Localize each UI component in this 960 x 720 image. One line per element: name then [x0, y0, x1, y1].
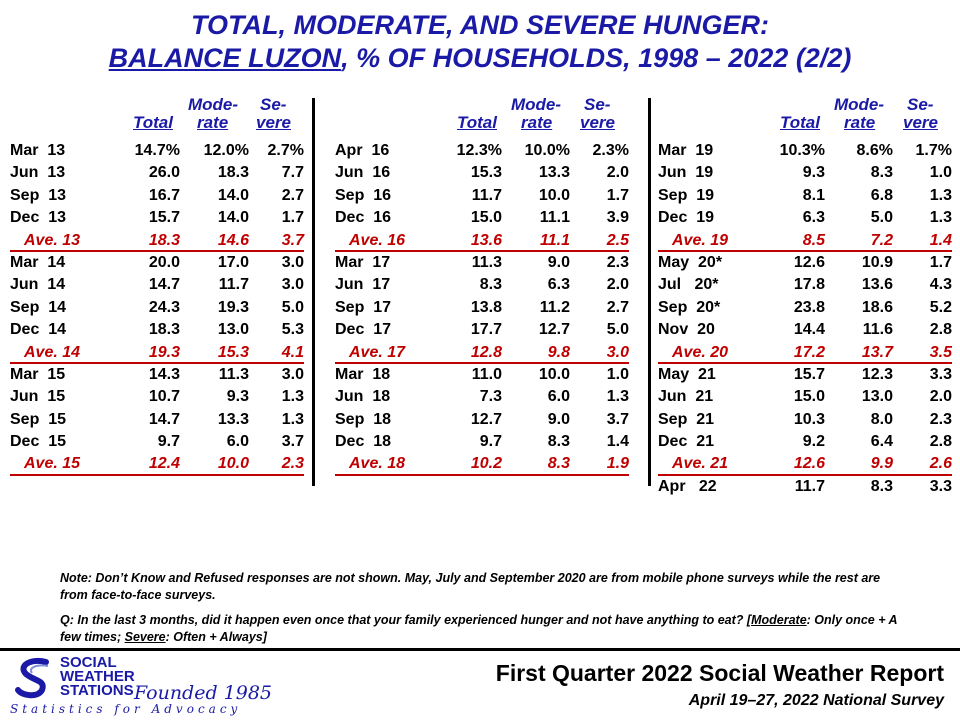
cell-severe: 2.5 [606, 231, 629, 249]
cell-moderate: 8.0 [870, 410, 893, 428]
header-total: Total [457, 113, 497, 132]
row-label: Dec 16 [335, 209, 392, 227]
header-moderate-top: Mode- [834, 95, 885, 114]
table-row [10, 185, 304, 207]
cell-moderate: 10.0 [538, 186, 570, 204]
cell-severe: 5.3 [281, 321, 304, 339]
footer-divider [0, 648, 960, 651]
row-label: Jun 16 [335, 164, 391, 182]
cell-total: 11.7 [794, 477, 825, 495]
cell-severe: 3.5 [929, 343, 952, 361]
cell-severe: 3.0 [606, 343, 629, 361]
table-row [658, 252, 952, 274]
header-severe-bottom: vere [580, 113, 615, 132]
table-row [658, 364, 952, 386]
page-title: TOTAL, MODERATE, AND SEVERE HUNGER: [190, 10, 770, 40]
cell-total: 10.3 [793, 410, 825, 428]
cell-total: 15.0 [470, 209, 502, 227]
cell-severe: 2.8 [929, 321, 952, 339]
row-label: Sep 16 [335, 186, 392, 204]
table-row [335, 252, 629, 274]
cell-total: 15.7 [793, 365, 825, 383]
row-label: Sep 20* [658, 298, 721, 316]
cell-severe: 1.7 [929, 253, 952, 271]
cell-total: 13.8 [470, 298, 502, 316]
cell-total: 15.0 [793, 388, 825, 406]
cell-moderate: 11.1 [539, 209, 570, 227]
cell-total: 10.2 [470, 455, 502, 473]
data-column-1 [10, 95, 304, 476]
cell-moderate: 13.7 [861, 343, 893, 361]
cell-total: 12.3% [456, 142, 502, 159]
row-label: Sep 14 [10, 298, 67, 316]
cell-total: 14.4 [793, 321, 825, 339]
data-rows [335, 140, 629, 476]
column-header [10, 95, 304, 132]
cell-total: 17.7 [470, 321, 502, 339]
cell-severe: 3.7 [606, 410, 629, 428]
average-row [335, 230, 629, 252]
question-text [60, 612, 910, 646]
page-subtitle [0, 43, 960, 74]
cell-moderate: 10.9 [861, 253, 893, 271]
cell-moderate: 13.0 [217, 321, 249, 339]
average-row [658, 453, 952, 475]
cell-severe: 5.0 [281, 298, 304, 316]
data-column-2 [335, 95, 629, 476]
table-row [10, 140, 304, 162]
cell-moderate: 14.0 [217, 209, 249, 227]
row-label: Ave. 14 [24, 343, 81, 361]
header-severe-top: Se- [907, 95, 934, 114]
row-label: Apr 22 [658, 477, 717, 495]
cell-moderate: 14.6 [217, 231, 249, 249]
header-moderate-top: Mode- [188, 95, 239, 114]
cell-severe: 1.7 [606, 186, 629, 204]
row-label: Jun 14 [10, 276, 66, 294]
row-label: Mar 19 [658, 142, 714, 159]
row-label: Sep 19 [658, 186, 715, 204]
cell-total: 18.3 [148, 231, 180, 249]
moderate-definition: : Only once + A few times; [60, 613, 898, 644]
table-row [10, 409, 304, 431]
table-row [335, 162, 629, 184]
cell-moderate: 15.3 [217, 343, 249, 361]
cell-total: 20.0 [148, 253, 180, 271]
cell-total: 11.3 [471, 253, 502, 271]
average-row [10, 342, 304, 364]
cell-moderate: 5.0 [870, 209, 893, 227]
table-row [335, 409, 629, 431]
cell-total: 13.6 [470, 231, 502, 249]
table-row [335, 185, 629, 207]
row-label: May 21 [658, 365, 716, 383]
cell-moderate: 9.0 [547, 410, 570, 428]
cell-severe: 3.0 [281, 276, 304, 294]
row-label: Mar 17 [335, 253, 391, 271]
table-row [335, 386, 629, 408]
cell-severe: 3.3 [929, 365, 952, 383]
cell-moderate: 9.8 [547, 343, 570, 361]
average-row [658, 230, 952, 252]
cell-total: 12.8 [470, 343, 502, 361]
cell-moderate: 8.6% [856, 142, 893, 159]
logo-social: SOCIAL [60, 654, 117, 671]
table-row [10, 274, 304, 296]
cell-severe: 1.7% [915, 142, 952, 159]
cell-total: 7.3 [479, 388, 502, 406]
data-column-3 [658, 95, 952, 498]
cell-severe: 2.3 [606, 253, 629, 271]
cell-total: 17.8 [793, 276, 825, 294]
cell-moderate: 18.6 [861, 298, 893, 316]
cell-moderate: 10.0 [217, 455, 249, 473]
table-row [335, 364, 629, 386]
row-label: Ave. 21 [672, 455, 729, 473]
table-row [335, 274, 629, 296]
cell-total: 16.7 [148, 186, 180, 204]
average-row [335, 453, 629, 475]
cell-severe: 3.7 [281, 433, 304, 451]
cell-severe: 2.6 [929, 455, 952, 473]
cell-total: 15.7 [148, 209, 180, 227]
cell-total: 8.1 [802, 186, 825, 204]
row-label: Ave. 19 [672, 231, 729, 249]
column-header [658, 95, 952, 132]
cell-total: 6.3 [802, 209, 825, 227]
row-label: Sep 17 [335, 298, 392, 316]
row-label: Ave. 17 [349, 343, 406, 361]
cell-moderate: 13.6 [861, 276, 893, 294]
table-row [10, 252, 304, 274]
cell-severe: 2.7% [267, 142, 304, 159]
column-divider [312, 98, 315, 486]
table-row [658, 274, 952, 296]
cell-moderate: 12.3 [861, 365, 893, 383]
row-label: Nov 20 [658, 321, 715, 339]
sws-swirl-icon [12, 656, 56, 700]
table-row [658, 431, 952, 453]
row-label: Sep 15 [10, 410, 67, 428]
row-label: Jun 17 [335, 276, 391, 294]
cell-total: 15.3 [470, 164, 502, 182]
cell-severe: 2.0 [929, 388, 952, 406]
row-label: Sep 13 [10, 186, 67, 204]
table-row [335, 207, 629, 229]
row-label: Ave. 13 [24, 231, 81, 249]
cell-total: 9.7 [479, 433, 502, 451]
region-name: BALANCE LUZON [108, 43, 342, 73]
cell-total: 18.3 [148, 321, 180, 339]
cell-severe: 1.0 [606, 365, 629, 383]
row-label: Mar 15 [10, 365, 66, 383]
cell-severe: 5.2 [929, 298, 952, 316]
cell-severe: 2.3% [592, 142, 629, 159]
table-row [658, 162, 952, 184]
sws-logo [6, 652, 296, 718]
cell-total: 10.7 [148, 388, 180, 406]
cell-moderate: 11.1 [540, 231, 570, 249]
cell-total: 11.0 [471, 365, 502, 383]
table-row [10, 207, 304, 229]
cell-moderate: 12.7 [538, 321, 570, 339]
cell-severe: 1.3 [929, 186, 952, 204]
logo-stations: STATIONS [60, 682, 134, 699]
cell-total: 12.6 [793, 455, 825, 473]
average-row [10, 230, 304, 252]
cell-total: 8.5 [802, 231, 825, 249]
cell-moderate: 19.3 [217, 298, 249, 316]
cell-total: 11.7 [471, 186, 502, 204]
cell-moderate: 11.7 [218, 276, 249, 294]
header-moderate-bottom: rate [844, 113, 876, 132]
header-moderate-top: Mode- [511, 95, 562, 114]
cell-total: 12.6 [793, 253, 825, 271]
logo-weather: WEATHER [60, 668, 135, 685]
table-row [335, 140, 629, 162]
cell-moderate: 14.0 [217, 186, 249, 204]
row-label: Dec 13 [10, 209, 67, 227]
cell-moderate: 10.0 [538, 365, 570, 383]
row-label: Ave. 20 [672, 343, 729, 361]
note-text: Note: Don’t Know and Refused responses are not shown. May, July and September 2020 are from mobile phone surveys while the rest are from face-to-face surveys. [60, 571, 881, 602]
header-moderate-bottom: rate [197, 113, 229, 132]
average-row [10, 453, 304, 475]
cell-severe: 4.1 [281, 343, 304, 361]
cell-severe: 3.7 [281, 231, 304, 249]
cell-total: 19.3 [148, 343, 180, 361]
cell-severe: 5.0 [606, 321, 629, 339]
average-rule [10, 474, 304, 476]
cell-severe: 1.9 [606, 455, 629, 473]
table-row [658, 297, 952, 319]
row-label: Jun 21 [658, 388, 714, 406]
cell-moderate: 8.3 [547, 433, 570, 451]
row-label: Dec 18 [335, 433, 392, 451]
table-row [658, 409, 952, 431]
data-rows [658, 140, 952, 498]
cell-severe: 2.7 [281, 186, 304, 204]
row-label: Jul 20* [658, 276, 719, 294]
cell-total: 14.7 [148, 276, 180, 294]
cell-severe: 2.3 [929, 410, 952, 428]
cell-severe: 1.0 [929, 164, 952, 182]
cell-moderate: 7.2 [870, 231, 893, 249]
cell-moderate: 6.4 [870, 433, 893, 451]
row-label: Dec 17 [335, 321, 392, 339]
row-label: Ave. 18 [349, 455, 406, 473]
cell-moderate: 9.0 [547, 253, 570, 271]
row-label: Jun 15 [10, 388, 66, 406]
cell-moderate: 11.6 [862, 321, 893, 339]
severe-term: Severe [124, 630, 166, 644]
cell-severe: 2.3 [281, 455, 304, 473]
cell-total: 17.2 [793, 343, 825, 361]
header-total: Total [133, 113, 173, 132]
subtitle-rest: , % OF HOUSEHOLDS, 1998 – 2022 (2/2) [341, 43, 852, 73]
column-divider [648, 98, 651, 486]
table-row [10, 319, 304, 341]
table-row [10, 431, 304, 453]
moderate-term: Moderate [751, 613, 807, 627]
table-row [658, 476, 952, 498]
cell-total: 9.7 [157, 433, 180, 451]
table-row [10, 297, 304, 319]
cell-moderate: 9.9 [870, 455, 893, 473]
table-row [335, 297, 629, 319]
cell-severe: 1.3 [929, 209, 952, 227]
cell-severe: 2.7 [606, 298, 629, 316]
row-label: Jun 18 [335, 388, 391, 406]
row-label: Ave. 16 [349, 231, 406, 249]
cell-moderate: 11.2 [539, 298, 570, 316]
cell-severe: 3.0 [281, 253, 304, 271]
column-header [335, 95, 629, 132]
average-row [658, 342, 952, 364]
cell-moderate: 6.8 [870, 186, 893, 204]
data-rows [10, 140, 304, 476]
cell-severe: 1.4 [929, 231, 952, 249]
cell-moderate: 6.3 [547, 276, 570, 294]
report-title: First Quarter 2022 Social Weather Report [495, 660, 944, 686]
row-label: Dec 14 [10, 321, 67, 339]
cell-moderate: 9.3 [226, 388, 249, 406]
cell-moderate: 13.0 [861, 388, 893, 406]
cell-total: 12.4 [148, 455, 180, 473]
cell-severe: 1.3 [281, 388, 304, 406]
founded-text: Founded 1985 [134, 682, 273, 704]
table-row [335, 319, 629, 341]
row-label: Sep 18 [335, 410, 392, 428]
cell-total: 14.3 [148, 365, 180, 383]
table-row [335, 431, 629, 453]
severe-definition: : Often + Always] [165, 630, 267, 644]
cell-severe: 7.7 [281, 164, 304, 182]
header-severe-bottom: vere [903, 113, 938, 132]
cell-severe: 2.0 [606, 164, 629, 182]
table-row [10, 386, 304, 408]
cell-severe: 1.7 [281, 209, 304, 227]
table-row [10, 364, 304, 386]
table-row [658, 185, 952, 207]
row-label: Dec 19 [658, 209, 715, 227]
tagline: Statistics for Advocacy [10, 702, 242, 716]
average-rule [335, 474, 629, 476]
cell-total: 10.3% [779, 142, 825, 159]
cell-severe: 2.8 [929, 433, 952, 451]
row-label: Apr 16 [335, 142, 390, 159]
header-severe-bottom: vere [256, 113, 291, 132]
row-label: May 20* [658, 253, 723, 271]
cell-severe: 3.9 [606, 209, 629, 227]
cell-severe: 4.3 [929, 276, 952, 294]
cell-moderate: 6.0 [226, 433, 249, 451]
cell-moderate: 6.0 [547, 388, 570, 406]
cell-total: 24.3 [148, 298, 180, 316]
cell-severe: 3.0 [281, 365, 304, 383]
row-label: Jun 19 [658, 164, 714, 182]
table-row [658, 140, 952, 162]
average-row [335, 342, 629, 364]
cell-moderate: 8.3 [547, 455, 570, 473]
cell-moderate: 10.0% [524, 142, 570, 159]
cell-total: 12.7 [470, 410, 502, 428]
cell-severe: 1.4 [606, 433, 629, 451]
cell-moderate: 8.3 [870, 477, 893, 495]
header-total: Total [780, 113, 820, 132]
table-row [10, 162, 304, 184]
cell-total: 14.7% [134, 142, 180, 159]
cell-moderate: 11.3 [218, 365, 249, 383]
cell-moderate: 12.0% [203, 142, 249, 159]
row-label: Mar 13 [10, 142, 66, 159]
cell-total: 14.7 [148, 410, 180, 428]
cell-moderate: 8.3 [870, 164, 893, 182]
cell-total: 8.3 [479, 276, 502, 294]
row-label: Sep 21 [658, 410, 715, 428]
row-label: Dec 15 [10, 433, 67, 451]
table-row [658, 386, 952, 408]
table-row [658, 319, 952, 341]
question-start: Q: In the last 3 months, did it happen even once that your family experienced hunger and not have anything to eat? [ [60, 613, 752, 627]
cell-total: 9.2 [802, 433, 825, 451]
cell-moderate: 18.3 [217, 164, 249, 182]
header-severe-top: Se- [260, 95, 287, 114]
row-label: Jun 13 [10, 164, 66, 182]
cell-total: 26.0 [148, 164, 180, 182]
header-severe-top: Se- [584, 95, 611, 114]
table-row [658, 207, 952, 229]
cell-moderate: 13.3 [538, 164, 570, 182]
cell-severe: 2.0 [606, 276, 629, 294]
row-label: Mar 14 [10, 253, 66, 271]
cell-severe: 1.3 [606, 388, 629, 406]
cell-total: 23.8 [793, 298, 825, 316]
header-moderate-bottom: rate [521, 113, 553, 132]
cell-moderate: 13.3 [217, 410, 249, 428]
cell-severe: 1.3 [281, 410, 304, 428]
cell-severe: 3.3 [929, 477, 952, 495]
survey-dates: April 19–27, 2022 National Survey [688, 692, 944, 709]
row-label: Mar 18 [335, 365, 391, 383]
row-label: Ave. 15 [24, 455, 81, 473]
cell-total: 9.3 [802, 164, 825, 182]
cell-moderate: 17.0 [217, 253, 249, 271]
row-label: Dec 21 [658, 433, 715, 451]
